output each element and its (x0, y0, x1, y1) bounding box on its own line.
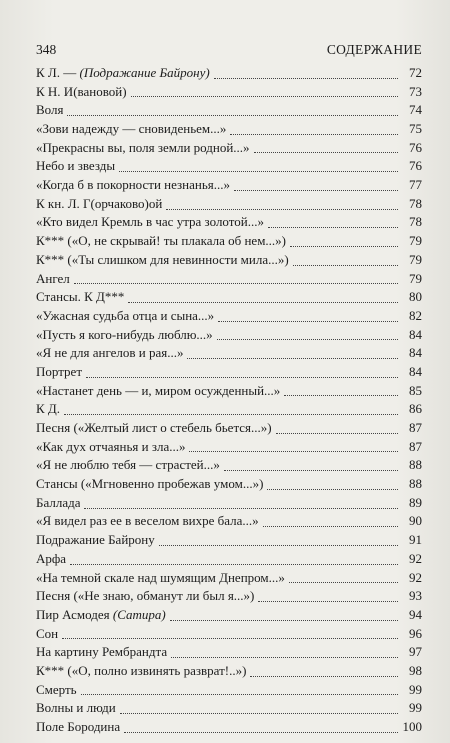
toc-entry-title (36, 643, 167, 662)
toc-entry-page: 88 (409, 457, 422, 473)
toc-entry-title (36, 681, 77, 700)
toc-entry-page: 94 (409, 606, 422, 622)
toc-entry-page: 91 (409, 532, 422, 548)
toc-entry-title (36, 718, 120, 737)
dot-leader (84, 508, 398, 509)
toc-entry-page: 78 (409, 195, 422, 211)
page-number: 348 (36, 42, 57, 57)
toc-entry-title (36, 232, 286, 251)
toc-entry-title-text: «Ужасная судьба отца и сына...» (36, 307, 215, 323)
toc-entry-page: 80 (409, 289, 422, 305)
toc-entry-title-text: Ангел (36, 270, 70, 286)
toc-entry-page: 93 (409, 588, 422, 604)
toc-entry-title (36, 139, 250, 158)
dot-leader (86, 377, 398, 378)
toc-entry-title-text: «Когда б в покорности незнанья...» (36, 177, 231, 193)
toc-entry (36, 569, 422, 588)
dot-leader (258, 601, 398, 602)
toc-entry-page: 88 (409, 476, 422, 492)
toc-entry (36, 270, 422, 289)
dot-leader (276, 433, 398, 434)
toc-entry-page: 84 (409, 326, 422, 342)
toc-entry-title-text: Портрет (36, 363, 83, 379)
toc-entry-page: 82 (409, 307, 422, 323)
toc-entry (36, 643, 422, 662)
dot-leader (187, 358, 398, 359)
toc-entry-page: 92 (409, 569, 422, 585)
toc-entry-title (36, 101, 63, 120)
toc-entry (36, 195, 422, 214)
toc-entry (36, 382, 422, 401)
toc-entry-title-text: Пир Асмодея (36, 606, 113, 622)
dot-leader (81, 694, 398, 695)
dot-leader (263, 526, 398, 527)
toc-entry (36, 681, 422, 700)
dot-leader (62, 638, 398, 639)
toc-entry (36, 718, 422, 737)
toc-entry (36, 326, 422, 345)
toc-entry (36, 699, 422, 718)
toc-entry-subtitle: (Сатира) (112, 606, 166, 622)
toc-entry-title (36, 288, 124, 307)
toc-entry-title (36, 176, 230, 195)
toc-entry (36, 419, 422, 438)
toc-entry (36, 176, 422, 195)
toc-entry-title-text: Смерть (36, 681, 77, 697)
toc-entry-title (36, 662, 246, 681)
toc-entry-title-text: Стансы («Мгновенно пробежав умом...») (36, 476, 264, 492)
toc-entry-title (36, 120, 226, 139)
toc-entry (36, 625, 422, 644)
dot-leader (254, 152, 398, 153)
dot-leader (124, 732, 398, 733)
toc-entry-page: 78 (409, 214, 422, 230)
toc-entry-title-text: К Л. — (36, 64, 80, 80)
toc-entry-title (36, 270, 70, 289)
toc-entry-title (36, 512, 259, 531)
dot-leader (70, 564, 398, 565)
toc-entry-title-text: «Я видел раз ее в веселом вихре бала...» (36, 513, 259, 529)
toc-entry-title (36, 157, 115, 176)
toc-entry-title-text: «Кто видел Кремль в час утра золотой...» (36, 214, 264, 230)
dot-leader (64, 414, 398, 415)
toc-entry-page: 74 (409, 102, 422, 118)
toc-entry-title-text: «Зови надежду — сновиденьем...» (36, 121, 227, 137)
toc-entry-title-text: На картину Рембрандта (36, 644, 168, 660)
toc-entry (36, 251, 422, 270)
section-title: СОДЕРЖАНИЕ (326, 42, 422, 57)
table-of-contents (36, 64, 422, 737)
toc-entry-title-text: «Как дух отчаянья и зла...» (36, 438, 186, 454)
toc-entry-title (36, 363, 82, 382)
dot-leader (119, 171, 398, 172)
toc-entry (36, 83, 422, 102)
dot-leader (131, 96, 398, 97)
toc-entry-title-text: К Н. И(вановой) (36, 83, 127, 99)
toc-entry-page: 89 (409, 494, 422, 510)
toc-entry-title-text: Подражание Байрону (36, 532, 155, 548)
toc-entry-page: 76 (409, 158, 422, 174)
toc-entry-page: 87 (409, 438, 422, 454)
toc-entry-page: 99 (409, 700, 422, 716)
toc-entry (36, 101, 422, 120)
toc-entry-title-text: К*** («О, не скрывай! ты плакала об нем...») (36, 233, 286, 249)
dot-leader (290, 246, 398, 247)
dot-leader (214, 78, 398, 79)
toc-entry-title-text: Сон (36, 625, 59, 641)
toc-entry (36, 363, 422, 382)
toc-entry-page: 100 (402, 719, 422, 735)
toc-entry-title (36, 195, 162, 214)
toc-entry (36, 214, 422, 233)
toc-entry-title (36, 83, 127, 102)
toc-entry (36, 400, 422, 419)
toc-entry (36, 120, 422, 139)
page-header (36, 42, 422, 62)
toc-entry-title (36, 438, 185, 457)
dot-leader (166, 209, 398, 210)
toc-entry-title (36, 251, 289, 270)
toc-entry (36, 531, 422, 550)
toc-entry-title-text: К кн. Л. Г(орчаково)ой (36, 195, 163, 211)
toc-entry (36, 344, 422, 363)
toc-entry-page: 77 (409, 177, 422, 193)
dot-leader (120, 713, 398, 714)
toc-entry-title-text: «Я не для ангелов и рая...» (36, 345, 184, 361)
toc-entry-title (36, 213, 264, 232)
toc-entry-title (36, 550, 66, 569)
dot-leader (170, 620, 398, 621)
toc-entry-page: 79 (409, 270, 422, 286)
dot-leader (217, 339, 398, 340)
toc-entry-page: 84 (409, 345, 422, 361)
toc-entry-page: 73 (409, 83, 422, 99)
toc-entry-title-text: «На темной скале над шумящим Днепром...» (36, 569, 285, 585)
dot-leader (230, 134, 398, 135)
dot-leader (171, 657, 398, 658)
toc-entry-title (36, 625, 58, 644)
toc-entry (36, 550, 422, 569)
toc-entry-title-text: «Я не люблю тебя — страстей...» (36, 457, 220, 473)
toc-entry-title-text: Поле Бородина (36, 719, 121, 735)
toc-entry-title (36, 531, 155, 550)
toc-entry (36, 157, 422, 176)
toc-entry-page: 90 (409, 513, 422, 529)
toc-entry-title (36, 400, 60, 419)
toc-entry-title (36, 64, 210, 83)
toc-entry-subtitle: (Подражание Байрону) (79, 64, 210, 80)
toc-entry-page: 79 (409, 233, 422, 249)
toc-entry (36, 64, 422, 83)
toc-entry-title-text: Песня («Желтый лист о стебель бьется...») (36, 420, 272, 436)
toc-entry-title (36, 587, 254, 606)
dot-leader (224, 470, 398, 471)
toc-entry-title (36, 344, 183, 363)
toc-entry-page: 84 (409, 363, 422, 379)
toc-entry-title (36, 699, 116, 718)
toc-entry (36, 513, 422, 532)
dot-leader (234, 190, 398, 191)
toc-entry-page: 98 (409, 662, 422, 678)
toc-entry-page: 85 (409, 382, 422, 398)
toc-entry-page: 86 (409, 401, 422, 417)
toc-entry-title-text: Песня («Не знаю, обманут ли был я...») (36, 588, 255, 604)
toc-entry-title-text: Баллада (36, 494, 81, 510)
toc-entry-title-text: «Прекрасны вы, поля земли родной...» (36, 139, 250, 155)
toc-entry-title (36, 569, 285, 588)
toc-entry-title-text: К*** («О, полно извинять разврат!..») (36, 662, 247, 678)
toc-entry (36, 662, 422, 681)
dot-leader (284, 395, 398, 396)
toc-entry (36, 139, 422, 158)
toc-entry-title-text: Небо и звезды (36, 158, 116, 174)
dot-leader (67, 115, 398, 116)
dot-leader (250, 676, 398, 677)
dot-leader (267, 489, 398, 490)
toc-entry-title (36, 326, 213, 345)
toc-entry-title (36, 475, 263, 494)
toc-entry-title-text: «Настанет день — и, миром осужденный...» (36, 382, 281, 398)
toc-entry-title-text: Воля (36, 102, 64, 118)
toc-entry-title-text: Арфа (36, 550, 67, 566)
toc-entry-page: 72 (409, 64, 422, 80)
dot-leader (159, 545, 398, 546)
toc-entry-title-text: Волны и люди (36, 700, 116, 716)
toc-entry-page: 99 (409, 681, 422, 697)
toc-entry (36, 307, 422, 326)
toc-entry-title (36, 606, 166, 625)
toc-entry-page: 87 (409, 420, 422, 436)
dot-leader (189, 451, 398, 452)
dot-leader (289, 582, 398, 583)
dot-leader (74, 283, 398, 284)
toc-entry-title-text: К Д. (36, 401, 61, 417)
toc-entry-title (36, 382, 280, 401)
toc-entry-title-text: «Пусть я кого-нибудь люблю...» (36, 326, 213, 342)
toc-entry-page: 92 (409, 550, 422, 566)
toc-entry (36, 438, 422, 457)
toc-entry-page: 97 (409, 644, 422, 660)
toc-entry-page: 75 (409, 121, 422, 137)
toc-entry-title (36, 307, 214, 326)
toc-entry-page: 79 (409, 251, 422, 267)
toc-entry-page: 76 (409, 139, 422, 155)
toc-entry (36, 475, 422, 494)
toc-entry-title (36, 494, 80, 513)
dot-leader (218, 321, 398, 322)
toc-entry (36, 587, 422, 606)
toc-entry-title (36, 419, 272, 438)
toc-entry (36, 456, 422, 475)
toc-entry (36, 288, 422, 307)
toc-entry-title (36, 456, 220, 475)
dot-leader (268, 227, 398, 228)
toc-entry (36, 494, 422, 513)
dot-leader (128, 302, 398, 303)
dot-leader (293, 265, 398, 266)
toc-entry-title-text: Стансы. К Д*** (36, 289, 125, 305)
toc-entry-page: 96 (409, 625, 422, 641)
toc-entry (36, 232, 422, 251)
toc-entry (36, 606, 422, 625)
toc-entry-title-text: К*** («Ты слишком для невинности мила...») (36, 251, 289, 267)
